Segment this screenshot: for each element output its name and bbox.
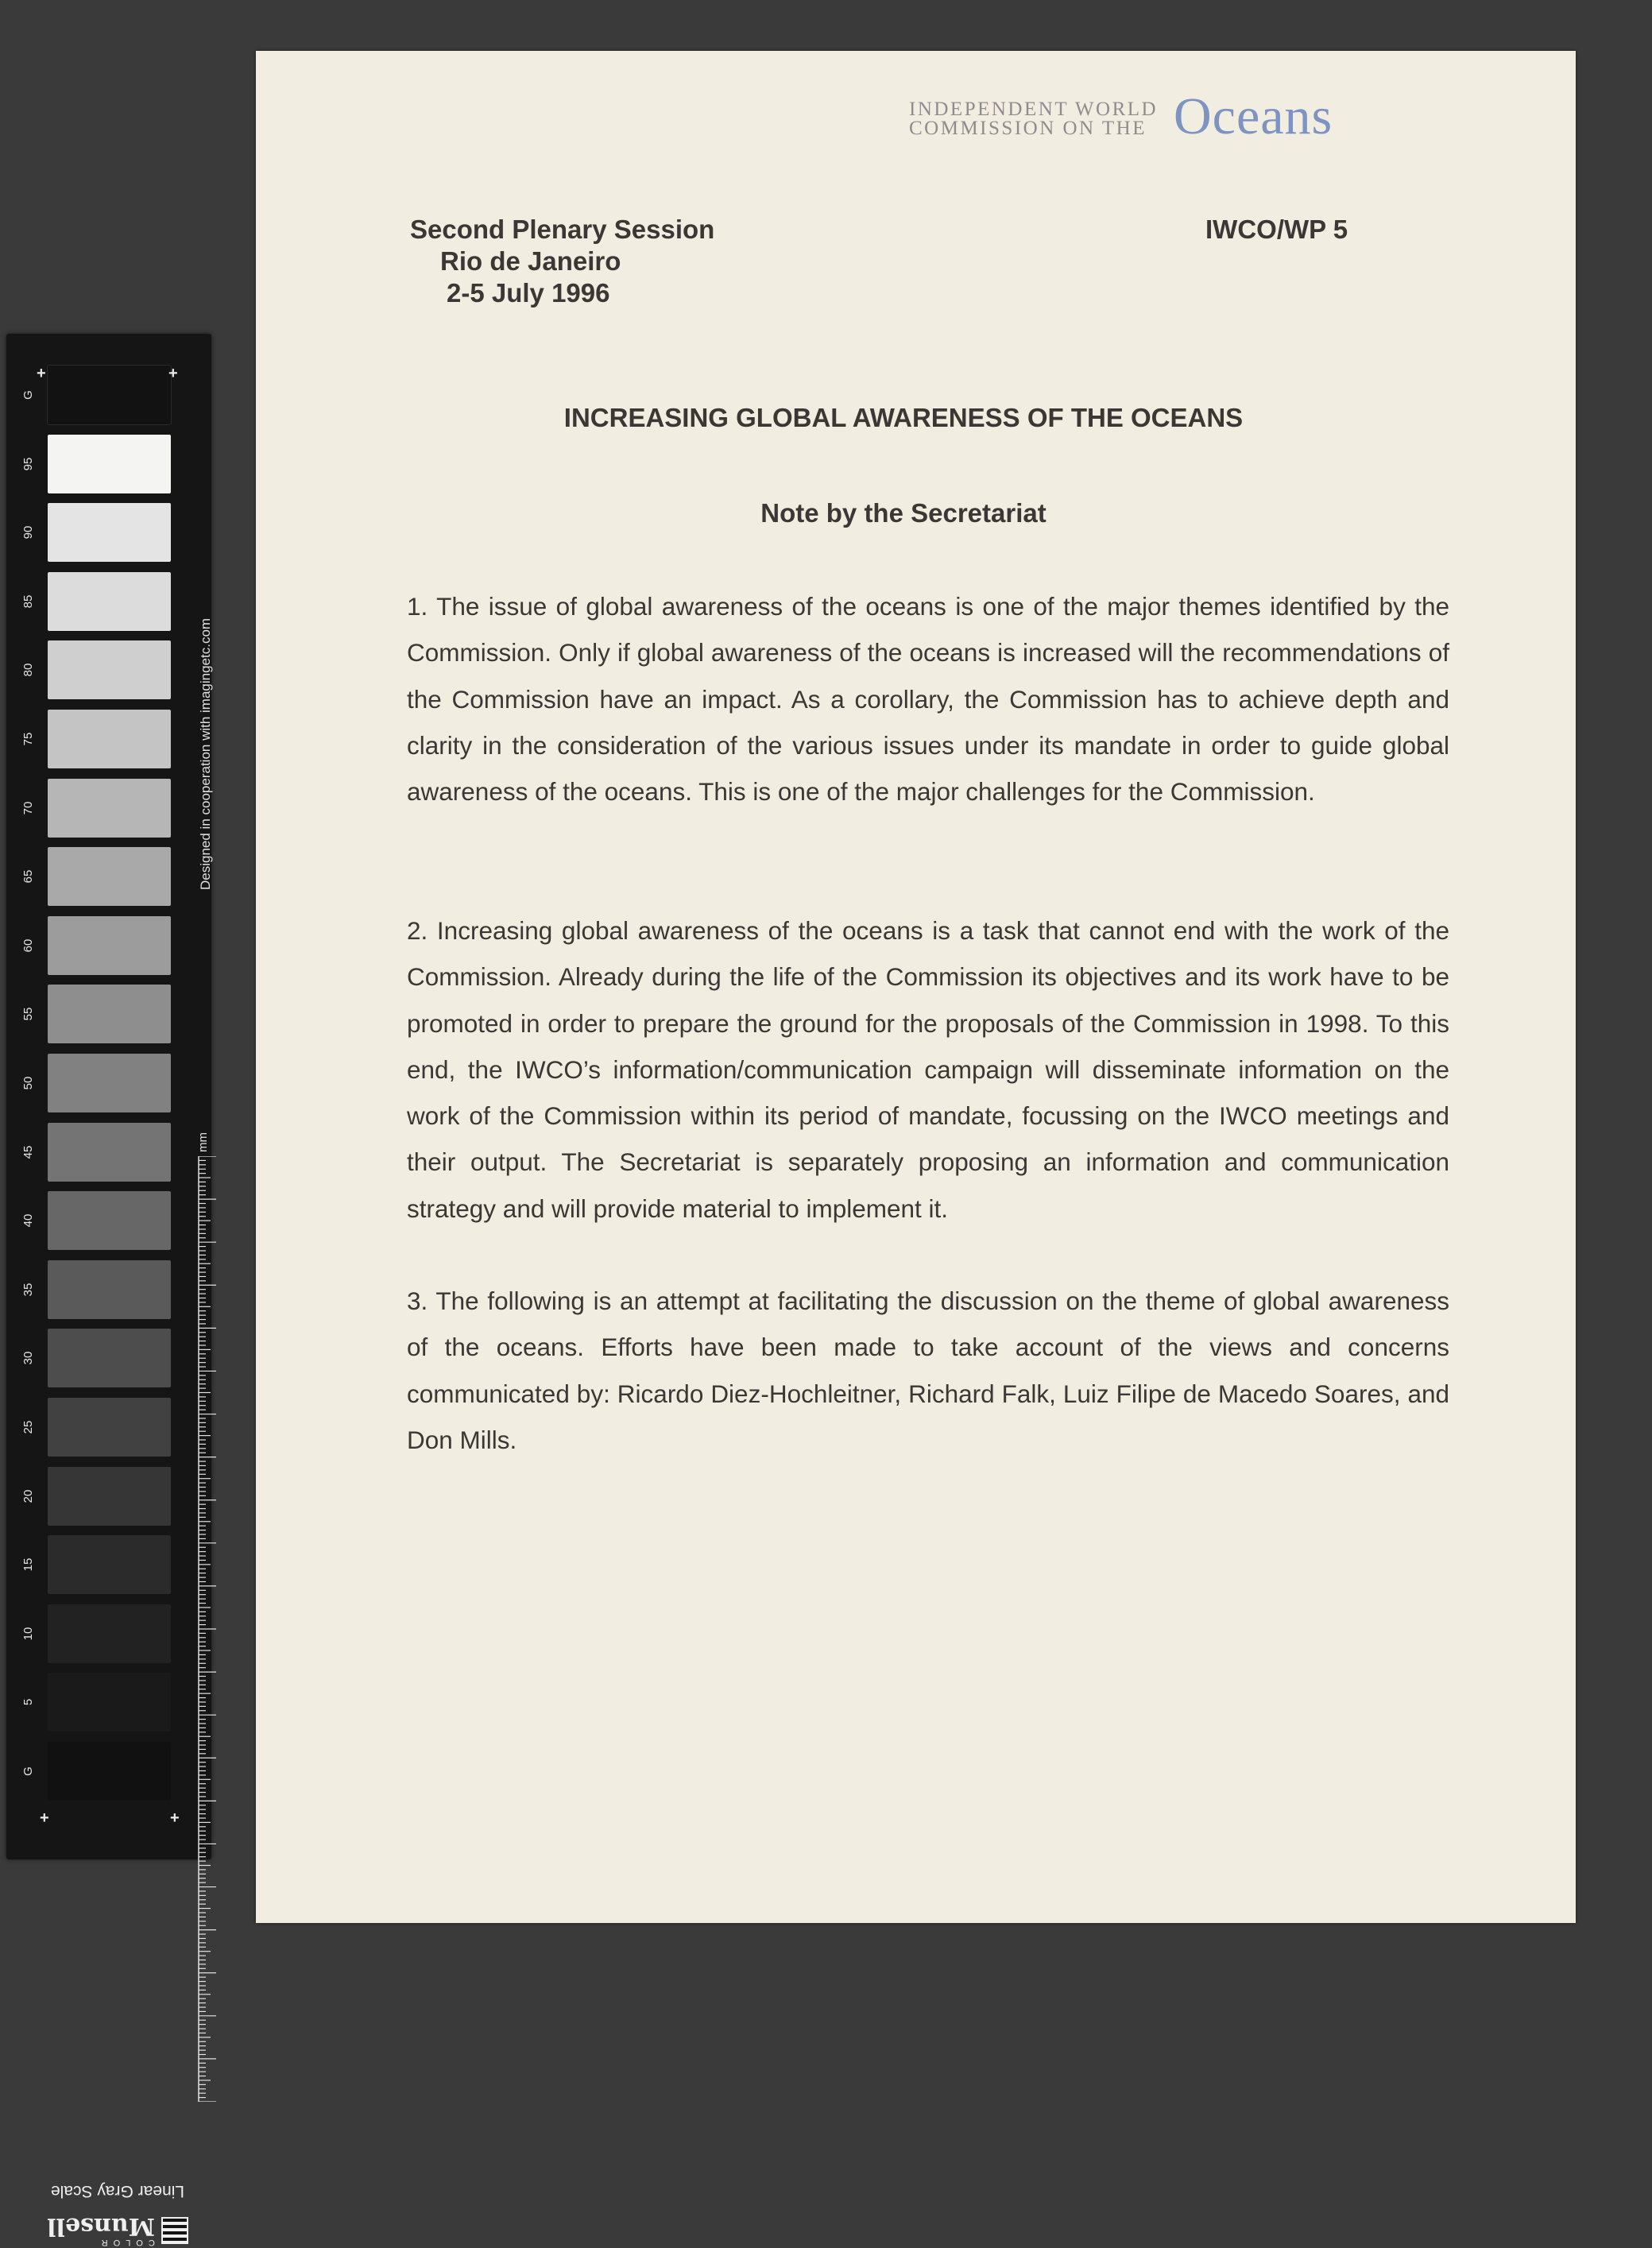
gray-patch-label: G — [21, 390, 35, 400]
gray-patch — [48, 1123, 171, 1182]
gray-patch — [48, 1398, 171, 1457]
gray-patch-label: 75 — [21, 732, 35, 746]
gray-patch-label: 85 — [21, 594, 35, 609]
gray-patch — [48, 847, 171, 906]
gray-patch-label: 15 — [21, 1557, 35, 1572]
gray-patch — [48, 1191, 171, 1250]
gray-patch-label: 90 — [21, 525, 35, 540]
gray-patch-label: 65 — [21, 869, 35, 884]
session-place: Rio de Janeiro — [440, 246, 621, 276]
gray-patch — [48, 503, 171, 562]
gray-patch-label: 60 — [21, 938, 35, 953]
gray-patch-label: 5 — [21, 1699, 35, 1706]
scale-title: Linear Gray Scale — [50, 2182, 185, 2200]
paragraph-1: 1. The issue of global awareness of the oceans is one of the major themes identified by the Commission. Only if global awareness of the oceans is increased will the recommendations of the Commission have an impact. As a corollary, the Commission has to achieve depth and clarity in the consideration of the various issues under its mandate in order to guide global awareness of the oceans. This is one of the major challenges for the Commission. — [407, 592, 1449, 807]
gray-patch-label: 70 — [21, 801, 35, 814]
letterhead-oceans: Oceans — [1174, 87, 1333, 145]
designed-by-credit: Designed in cooperation with imagingetc.com — [198, 617, 213, 890]
plus-mark-top-right: + — [168, 365, 178, 382]
gray-patch-label: 20 — [21, 1489, 35, 1503]
gray-patch — [48, 1329, 171, 1387]
gray-patch — [48, 916, 171, 975]
plus-mark-top-left: + — [37, 365, 46, 382]
gray-patch-label: 25 — [21, 1420, 35, 1434]
gray-patch — [48, 1673, 171, 1731]
session-date: 2-5 July 1996 — [447, 278, 610, 308]
gray-patch-label: 45 — [21, 1145, 35, 1159]
gray-patch — [48, 435, 171, 493]
gray-patch-label: 80 — [21, 664, 35, 677]
letterhead-logo — [909, 75, 1481, 146]
plus-mark-bottom-left: + — [40, 1809, 49, 1827]
session-title: Second Plenary Session — [410, 215, 715, 244]
gray-patch — [48, 1054, 171, 1112]
brand-main: Munsell — [47, 2212, 155, 2241]
gray-patch-label: 10 — [21, 1627, 35, 1641]
gray-patch — [48, 366, 171, 424]
gray-patch — [48, 710, 171, 768]
gray-patch — [48, 572, 171, 631]
paragraph-2: 2. Increasing global awareness of the oceans is a task that cannot end with the work of the Commission. Already during the life of the Commission its objectives and its work have to be promoted in order to prepare the ground for the proposals of the Commission in 1998. To this end, the IWCO’s information/communication campaign will disseminate information on the work of the Commission within its period of mandate, focussing on the IWCO meetings and their output. The Secretariat is separately proposing an information and communication strategy and will provide material to implement it. — [407, 916, 1449, 1223]
gray-patch — [48, 985, 171, 1043]
gray-patch-label: G — [21, 1766, 35, 1776]
letterhead-line-1: INDEPENDENT WORLD — [909, 99, 1159, 120]
document-reference: IWCO/WP 5 — [1205, 215, 1348, 244]
gray-patch — [48, 1467, 171, 1526]
gray-patch-label: 35 — [21, 1283, 35, 1297]
munsell-brand — [46, 2213, 189, 2248]
gray-patch — [48, 1260, 171, 1319]
gray-patch — [48, 779, 171, 838]
brand-sub: COLOR — [95, 2238, 155, 2248]
gray-patch — [48, 1742, 171, 1801]
gray-patch-label: 50 — [21, 1076, 35, 1090]
gray-patch — [48, 1535, 171, 1594]
document-subtitle: Note by the Secretariat — [760, 498, 1047, 528]
document-title: INCREASING GLOBAL AWARENESS OF THE OCEANS — [563, 403, 1244, 432]
munsell-grid-icon — [161, 2217, 188, 2244]
gray-patch-label: 95 — [21, 457, 35, 470]
gray-scale-card — [6, 334, 213, 2248]
millimeter-ruler — [197, 1156, 221, 2102]
gray-patch — [48, 1604, 171, 1663]
gray-patch-label: 55 — [21, 1008, 35, 1021]
document-page — [256, 51, 1576, 1923]
ruler-unit-label: mm — [196, 1132, 210, 1152]
plus-mark-bottom-right: + — [170, 1809, 180, 1827]
gray-patch-label: 40 — [21, 1213, 35, 1228]
letterhead-line-2: COMMISSION ON THE — [909, 118, 1147, 139]
gray-patch — [48, 640, 171, 699]
gray-patch-label: 30 — [21, 1352, 35, 1365]
paragraph-3: 3. The following is an attempt at facilitating the discussion on the theme of global awareness of the oceans. Efforts have been made to take account of the views and concerns communicated by: Ricardo Diez-Hochleitner, Richard Falk, Luiz Filipe de Macedo Soares, and Don Mills. — [407, 1287, 1449, 1454]
